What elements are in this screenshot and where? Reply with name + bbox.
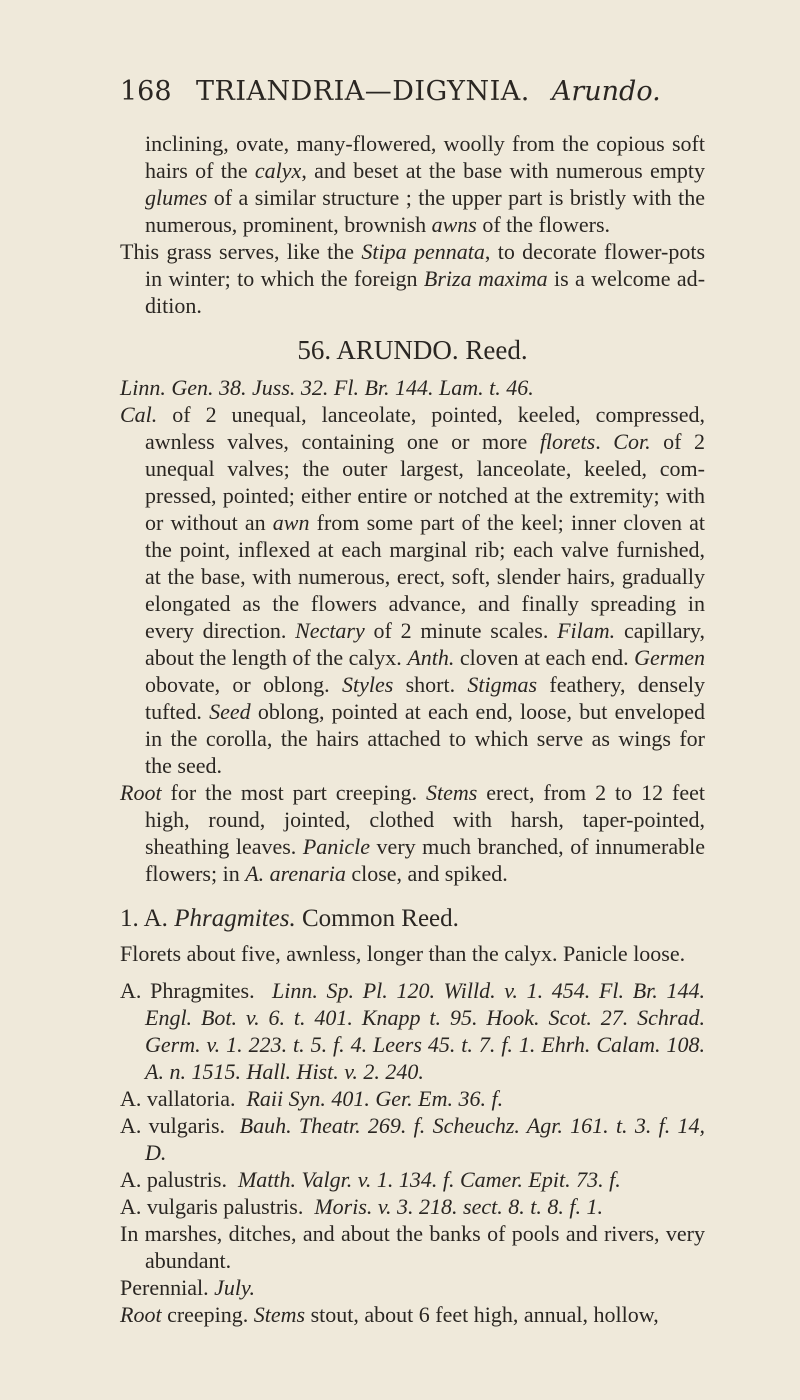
genus-heading: 56. ARUNDO. Reed. bbox=[297, 335, 528, 365]
paragraph-root-stems: Root creeping. Stems stout, about 6 feet high, annual, hollow, bbox=[120, 1302, 659, 1327]
paragraph-intro: inclining, ovate, many-flowered, woolly from the copious soft hairs of the calyx, and beset at the base with numerous empty glumes of a similar structure ; the upper part is bristly with the numerous, prominent, brownish awns of the flowers. bbox=[145, 131, 705, 237]
paragraph-stipa: This grass serves, like the Stipa pennata, to decorate flower-pots in winter; to which the foreign Briza maxima is a welcome addition. bbox=[120, 239, 706, 318]
synonym-entry: A. Phragmites. Linn. Sp. Pl. 120. Willd. v. 1. 454. Fl. Br. 144. Engl. Bot. v. 6. t. 401. Knapp t. 95. Hook. Scot. 27. Schrad. Germ. v. 1. 223. t. 5. f. 4. Leers 45. t. 7. f. 1. Ehrh. Calam. 108. A. n. 1515. Hall. Hist. v. 2. 240. bbox=[120, 978, 705, 1084]
duration-flowering: Perennial. July. bbox=[120, 1275, 256, 1300]
running-genus: Arundo. bbox=[551, 76, 661, 107]
species-diagnosis: Florets about five, awnless, longer than the calyx. Panicle loose. bbox=[120, 941, 686, 966]
synonym-entry: A. vulgaris. Bauh. Theatr. 269. f. Scheuchz. Agr. 161. t. 3. f. 14, D. bbox=[120, 1113, 706, 1165]
synonym-entry: A. palustris. Matth. Valgr. v. 1. 134. f. Camer. Epit. 73. f. bbox=[120, 1167, 621, 1192]
page-body bbox=[120, 130, 705, 1328]
running-title: TRIANDRIA—DIGYNIA. bbox=[196, 76, 530, 107]
running-header bbox=[120, 78, 720, 105]
paragraph-root: Root for the most part creeping. Stems erect, from 2 to 12 feet high, round, jointed, clothed with harsh, taper-pointed, sheathing leaves. Panicle very much branched, of innumerable flowers; in A. arenaria close, and spiked. bbox=[120, 780, 705, 886]
synonym-entry: A. vulgaris palustris. Moris. v. 3. 218. sect. 8. t. 8. f. 1. bbox=[120, 1194, 603, 1219]
habitat: In marshes, ditches, and about the banks of pools and rivers, very abundant. bbox=[120, 1221, 705, 1273]
synonym-entry: A. vallatoria. Raii Syn. 401. Ger. Em. 36. f. bbox=[120, 1086, 504, 1111]
page-number: 168 bbox=[120, 76, 172, 107]
genus-references: Linn. Gen. 38. Juss. 32. Fl. Br. 144. Lam. t. 46. bbox=[120, 375, 534, 400]
paragraph-calyx: Cal. of 2 unequal, lanceolate, pointed, keeled, compressed, awnless valves, containing one or more florets. Cor. of 2 unequal valves; the outer largest, lanceolate, keeled, compressed, pointed; either entire or notched at the extremity; with or without an awn from some part of the keel; inner cloven at the point, inflexed at each marginal rib; each valve furnished, at the base, with numerous, erect, soft, slender hairs, gradually elongated as the flowers advance, and finally spreading in every direction. Nectary of 2 minute scales. Filam. capillary, about the length of the calyx. Anth. cloven at each end. Germen obovate, or oblong. Styles short. Stigmas feathery, densely tufted. Seed oblong, pointed at each end, loose, but enveloped in the corolla, the hairs attached to which serve as wings for the seed. bbox=[120, 402, 706, 778]
species-heading: 1. A. Phragmites. Common Reed. bbox=[120, 905, 459, 932]
